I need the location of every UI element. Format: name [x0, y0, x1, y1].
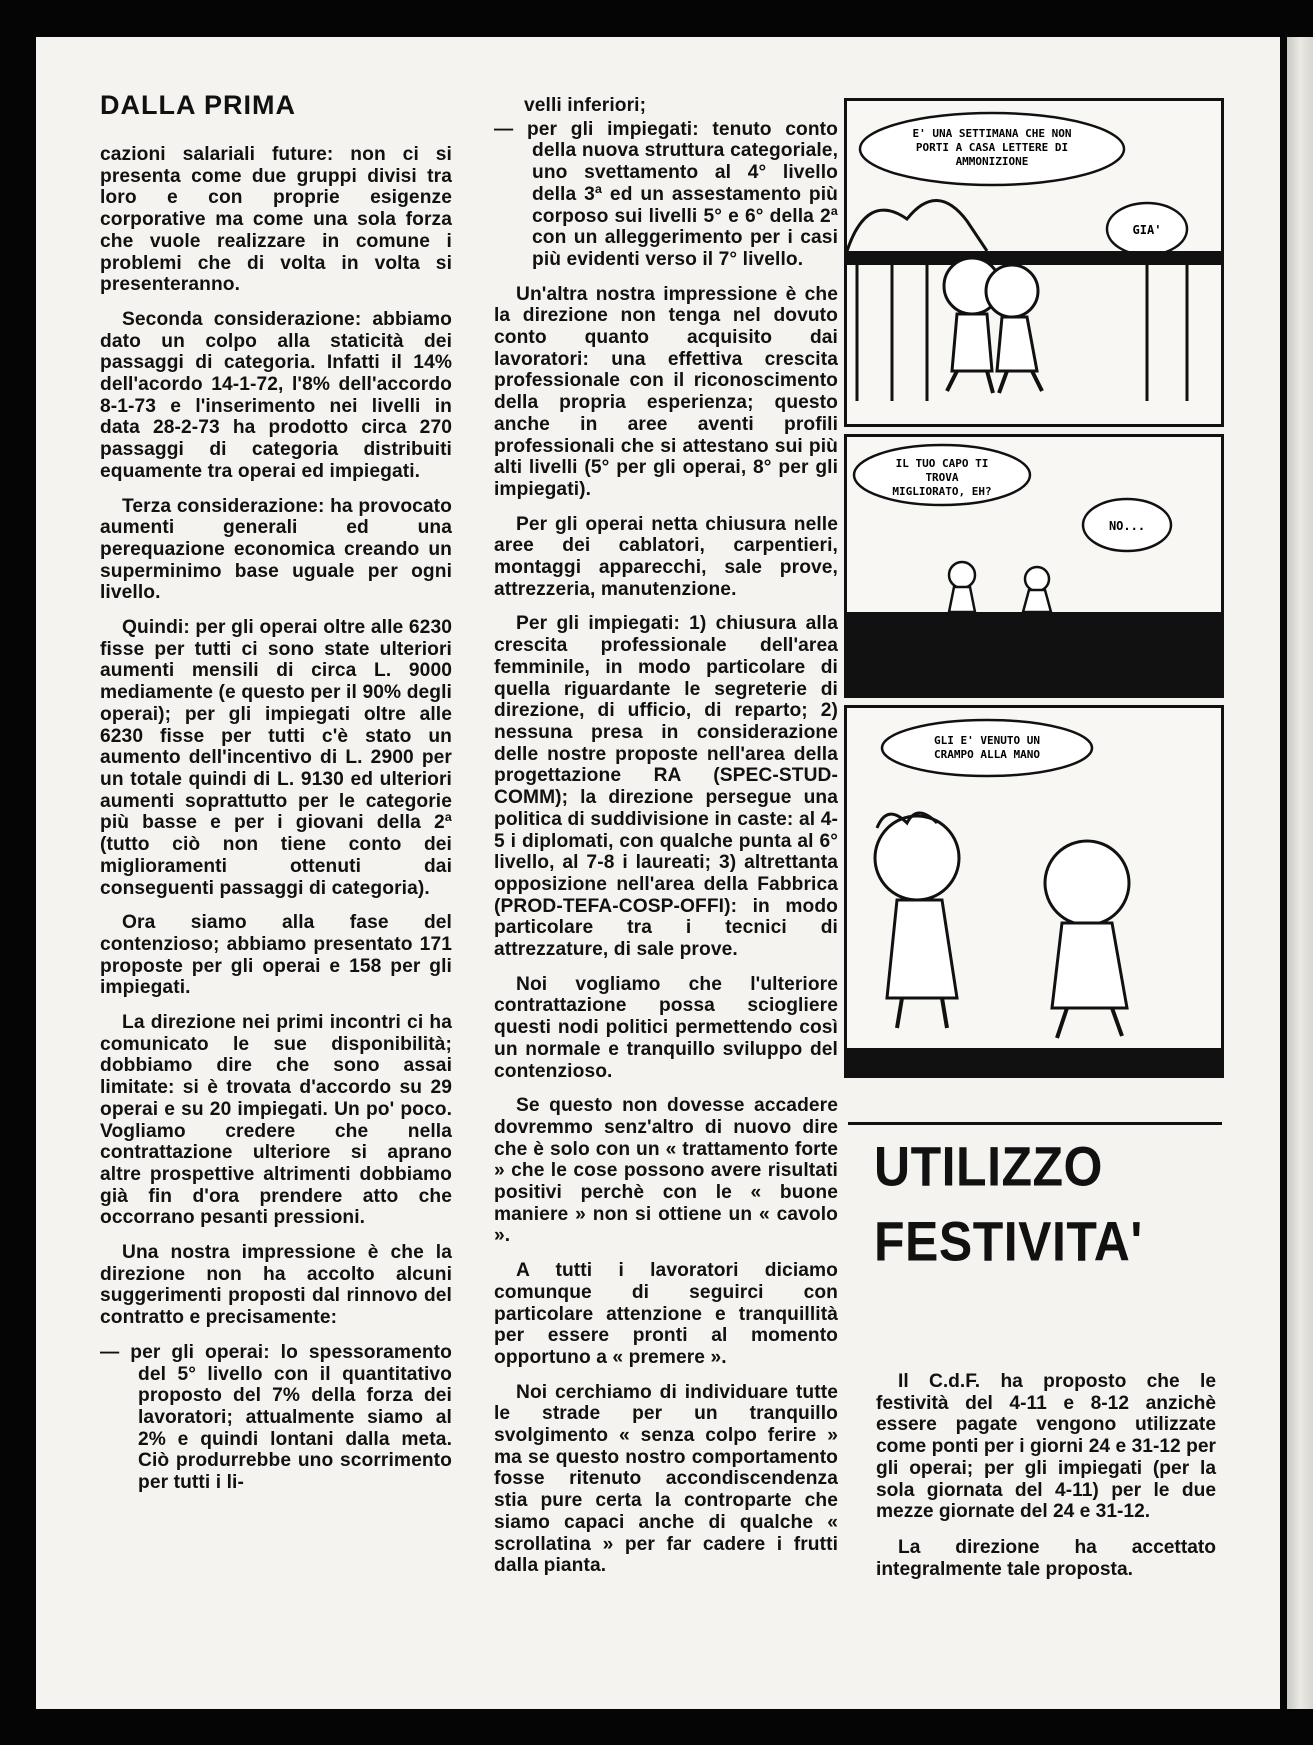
comic-panel-1: [844, 98, 1224, 427]
paragraph: velli inferiori;: [524, 95, 647, 116]
paragraph: Per gli impiegati: 1) chiusura alla crescita professionale dell'area femminile, in modo particolare di quella riguardante le segreterie di direzione, di ufficio, di reparto; 2) nessuna presa in considerazione delle nostre proposte nell'area della progettazione RA (SPEC-STUD-COMM); la direzione persegue una politica di suddivisione in caste: al 4-5 i diplomati, con qualche punta al 6° livello, al 7-8 i laureati; 3) altrettanta opposizione nell'area della Fabbrica (PROD-TEFA-COSP-OFFI): in modo particolare tra i tecnici di attrezzature, di sale prove.: [494, 613, 838, 961]
paragraph: Per gli operai netta chiusura nelle aree dei cablatori, carpentieri, montaggi apparecchi, sale prove, attrezzeria, manutenzione.: [494, 513, 838, 600]
paragraph: La direzione nei primi incontri ci ha comunicato le sue disponibilità; dobbiamo dire che sono assai limitate: si è trovata d'accordo su 29 operai e su 20 impiegati. Un po' poco. Vogliamo credere che nella contrattazione ulteriore si aprano altre prospettive altrimenti dobbiamo già fin d'ora prendere atto che occorrano pesanti pressioni.: [100, 1012, 452, 1229]
paragraph: cazioni salariali future: non ci si presenta come due gruppi divisi tra loro e con proprie esigenze corporative ma come una sola forza che vuole realizzare in comune i problemi che di volta in volta si presenteranno.: [100, 144, 452, 296]
comic-panel-2: [844, 434, 1224, 698]
comic-reply-text: NO...: [1108, 519, 1146, 533]
section-title: UTILIZZO: [874, 1135, 1103, 1198]
section-heading: DALLA PRIMA: [100, 90, 296, 120]
section-title: FESTIVITA': [874, 1210, 1143, 1273]
article-column-3: [876, 1371, 1216, 1594]
article-column-1: [100, 90, 452, 1507]
comic-reply-text: GIA': [1132, 223, 1162, 237]
paragraph: A tutti i lavoratori diciamo comunque di seguirci con particolare attenzione e tranquillità per essere pronti al momento opportuno a « premere ».: [494, 1260, 838, 1368]
paragraph: Ora siamo alla fase del contenzioso; abbiamo presentato 171 proposte per gli operai e 158 per gli impiegati.: [100, 912, 452, 999]
paragraph: Noi cerchiamo di individuare tutte le strade per un tranquillo svolgimento « senza colpo ferire » ma se questo nostro comportamento fosse ritenuto accondiscendenza stia pure certa la controparte che siamo capaci anche di qualche « scrollatina » per far cadere i frutti dalla pianta.: [494, 1381, 838, 1577]
paragraph: Terza considerazione: ha provocato aumenti generali ed una perequazione economica creando un superminimo base uguale per ogni livello.: [100, 495, 452, 604]
paragraph: Una nostra impressione è che la direzione non ha accolto alcuni suggerimenti proposti dal rinnovo del contratto e precisamente:: [100, 1242, 452, 1329]
paragraph: Un'altra nostra impressione è che la direzione non tenga nel dovuto conto quanto acquisito dai lavoratori: una effettiva crescita professionale con il riconoscimento della propria esperienza; questo anche in aree aventi profili professionali che si attestano sui più alti livelli (5° per gli operai, 8° per gli impiegati).: [494, 283, 838, 500]
section-divider: [848, 1122, 1222, 1125]
paragraph: — per gli impiegati: tenuto conto della nuova struttura categoriale, uno svettamento al 4° livello della 3ª ed un assestamento più corposo sui livelli 5° e 6° della 2ª con un alleggerimento per i casi più evidenti verso il 7° livello.: [494, 118, 838, 270]
paragraph: La direzione ha accettato integralmente tale proposta.: [876, 1536, 1216, 1580]
article-column-2: [494, 95, 838, 1590]
comic-bubble-text: E' UNA SETTIMANA CHE NON PORTI A CASA LETTERE DI AMMONIZIONE: [912, 127, 1072, 168]
comic-bubble-text: GLI E' VENUTO UN CRAMPO ALLA MANO: [934, 734, 1040, 761]
comic-panel-3: [844, 705, 1224, 1078]
paragraph: Quindi: per gli operai oltre alle 6230 fisse per tutti ci sono state ulteriori aumenti mensili di circa L. 9000 mediamente (e questo per il 90% degli operai); per gli impiegati oltre alle 6230 fisse per tutti c'è stato un aumento dell'incentivo di L. 2900 per un totale quindi di L. 9130 ed ulteriori aumenti soprattutto per le categorie più basse e per i giovani della 2ª (tutto ciò non tiene conto dei miglioramenti ottenuti dai conseguenti passaggi di categoria).: [100, 617, 452, 899]
next-page-edge: [1287, 37, 1313, 1709]
paragraph: — per gli operai: lo spessoramento del 5° livello con il quantitativo proposto del 7% della forza dei lavoratori; attualmente siamo al 2% e quindi lontani dalla meta. Ciò produrrebbe uno scorrimento per tutti i li-: [100, 1341, 452, 1494]
comic-bubble-text: IL TUO CAPO TI TROVA MIGLIORATO, EH?: [892, 457, 992, 498]
paragraph: Noi vogliamo che l'ulteriore contrattazione possa sciogliere questi nodi politici permettendo così un normale e tranquillo sviluppo del contenzioso.: [494, 973, 838, 1082]
paragraph: Seconda considerazione: abbiamo dato un colpo alla staticità dei passaggi di categoria. Infatti il 14% dell'acordo 14-1-72, l'8% dell'accordo 8-1-73 e l'inserimento nei livelli in data 28-2-73 ha prodotto circa 270 passaggi di categoria distribuiti equamente tra operai ed impiegati.: [100, 308, 452, 482]
paragraph: Il C.d.F. ha proposto che le festività del 4-11 e 8-12 anzichè essere pagate vengono utilizzate come ponti per i giorni 24 e 31-12 per gli operai; per gli impiegati (per la sola giornata del 4-11) per le due mezze giornate del 24 e 31-12.: [876, 1371, 1216, 1523]
paragraph: Se questo non dovesse accadere dovremmo senz'altro di nuovo dire che è solo con un « trattamento forte » che le cose possono avere risultati positivi perchè con le « buone maniere » non si ottiene un « cavolo ».: [494, 1095, 838, 1247]
